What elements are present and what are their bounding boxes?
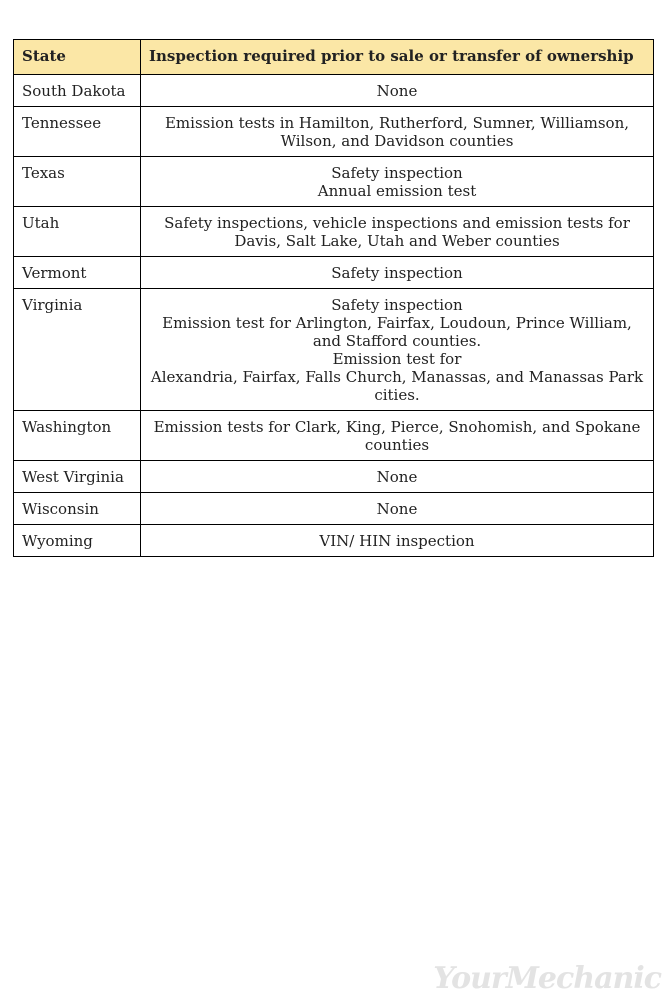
state-cell: South Dakota <box>14 75 141 107</box>
requirement-cell <box>141 107 654 157</box>
table-row <box>14 207 654 257</box>
state-cell: West Virginia <box>14 461 141 493</box>
table-row <box>14 461 654 493</box>
requirement-line: Alexandria, Fairfax, Falls Church, Manassas, and Manassas Park cities. <box>150 368 644 404</box>
state-cell: Tennessee <box>14 107 141 157</box>
requirement-line: None <box>376 82 418 100</box>
state-cell: Washington <box>14 411 141 461</box>
state-cell: Wyoming <box>14 525 141 557</box>
requirement-cell <box>141 257 654 289</box>
header-requirement: Inspection required prior to sale or transfer of ownership <box>141 40 654 75</box>
table-row <box>14 75 654 107</box>
table-row <box>14 411 654 461</box>
requirement-line: Safety inspection <box>331 164 463 182</box>
requirement-line: VIN/ HIN inspection <box>319 532 475 550</box>
requirement-line: Emission test for <box>332 350 462 368</box>
requirement-line: Safety inspection <box>331 264 463 282</box>
state-cell: Virginia <box>14 289 141 411</box>
state-cell: Utah <box>14 207 141 257</box>
table-row <box>14 107 654 157</box>
requirement-line: None <box>376 500 418 518</box>
state-cell: Vermont <box>14 257 141 289</box>
requirement-cell <box>141 289 654 411</box>
requirement-cell <box>141 157 654 207</box>
table-row <box>14 289 654 411</box>
yourmechanic-watermark: YourMechanic <box>433 961 661 996</box>
table-row <box>14 525 654 557</box>
state-cell: Wisconsin <box>14 493 141 525</box>
requirement-line: Annual emission test <box>317 182 477 200</box>
requirement-line: None <box>376 468 418 486</box>
table-row <box>14 257 654 289</box>
requirement-line: Safety inspection <box>331 296 463 314</box>
requirement-cell <box>141 493 654 525</box>
requirement-cell <box>141 461 654 493</box>
requirement-line: Emission test for Arlington, Fairfax, Loudoun, Prince William, and Stafford counties. <box>162 314 632 350</box>
table-row <box>14 493 654 525</box>
requirement-cell <box>141 525 654 557</box>
requirement-line: Emission tests in Hamilton, Rutherford, Sumner, Williamson, Wilson, and Davidson counties <box>164 114 630 150</box>
requirement-cell <box>141 411 654 461</box>
inspection-requirements-table <box>13 39 654 557</box>
table-row <box>14 157 654 207</box>
inspection-table-container <box>13 39 653 557</box>
table-header-row <box>14 40 654 75</box>
requirement-line: Safety inspections, vehicle inspections and emission tests for Davis, Salt Lake, Utah and Weber counties <box>164 214 630 250</box>
requirement-cell <box>141 75 654 107</box>
header-state: State <box>14 40 141 75</box>
requirement-cell <box>141 207 654 257</box>
requirement-line: Emission tests for Clark, King, Pierce, Snohomish, and Spokane counties <box>153 418 641 454</box>
table-body <box>14 75 654 557</box>
state-cell: Texas <box>14 157 141 207</box>
